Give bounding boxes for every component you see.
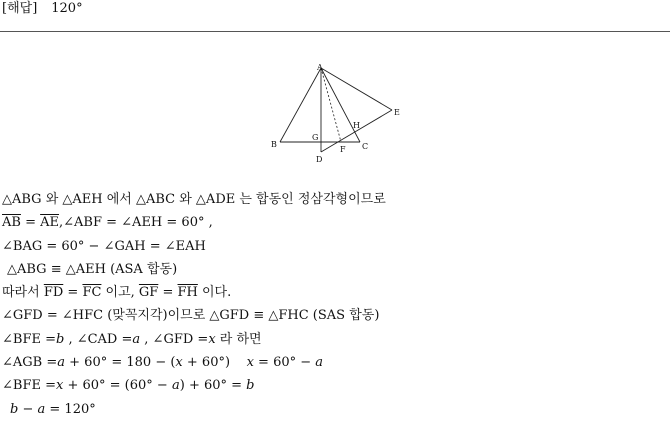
text: 이다.	[197, 285, 232, 301]
text: =	[20, 215, 41, 231]
solution-line-7	[2, 328, 662, 351]
text: ,∠ABF = ∠AEH = 60° ,	[59, 215, 213, 231]
var-x: x	[246, 355, 254, 371]
text: =	[158, 285, 178, 301]
text: ) + 60° =	[179, 378, 247, 394]
segment-gf-text: $\overline{GF}$	[138, 285, 159, 301]
var-x: x	[175, 355, 183, 371]
var-b: b	[10, 401, 19, 417]
segment-de	[321, 110, 392, 152]
var-a: a	[315, 355, 324, 371]
triangle-diagram	[268, 60, 408, 170]
geometry-figure	[268, 60, 408, 170]
text: −	[18, 401, 38, 417]
solution-line-4: △ABG ≡ △AEH (ASA 합동)	[7, 261, 178, 277]
segment-af-dashed	[321, 68, 341, 142]
segment-ab	[280, 68, 321, 142]
segment-fd-text: $\overline{FD}$	[43, 285, 64, 301]
segment-fc-text: $\overline{FC}$	[82, 285, 102, 301]
var-x: x	[55, 378, 64, 394]
segment-ae-text: $\overline{AE}$	[40, 215, 60, 231]
var-b: b	[246, 378, 255, 394]
divider	[0, 31, 670, 32]
text: 따라서	[2, 285, 44, 301]
segment-ab-text: $\overline{AB}$	[2, 215, 21, 231]
solution-body	[2, 188, 662, 421]
text: 라 하면	[215, 331, 262, 347]
var-b: b	[55, 331, 65, 347]
label-h: H	[353, 121, 360, 130]
text: + 60°)	[182, 355, 247, 371]
text: ∠BFE =	[2, 331, 56, 347]
text: , ∠CAD =	[64, 331, 133, 347]
var-a: a	[57, 355, 66, 371]
solution-line-8	[2, 351, 662, 374]
text: + 60° = 180 − (	[65, 355, 176, 371]
text: , ∠GFD =	[140, 331, 209, 347]
answer-header	[2, 0, 83, 17]
text: =	[63, 285, 83, 301]
var-x: x	[208, 331, 216, 347]
solution-line-6: ∠GFD = ∠HFC (맞꼭지각)이므로 △GFD ≡ △FHC (SAS 합동)	[2, 308, 380, 324]
answer-value: 120°	[51, 1, 83, 16]
solution-line-2	[2, 211, 662, 234]
text: = 120°	[45, 401, 96, 417]
var-a: a	[37, 401, 46, 417]
var-a: a	[132, 331, 141, 347]
solution-line-9	[2, 374, 662, 397]
text: + 60° = (60° −	[63, 378, 172, 394]
segment-fh-text: $\overline{FH}$	[177, 285, 198, 301]
solution-line-1: △ABG 와 △AEH 에서 △ABC 와 △ADE 는 합동인 정삼각형이므로	[2, 192, 386, 207]
answer-label: [해답]	[2, 1, 38, 16]
text: ∠BFE =	[2, 378, 56, 394]
label-a: A	[317, 63, 323, 72]
text: ∠AGB =	[2, 355, 58, 371]
text: = 60° −	[253, 355, 316, 371]
text: 이고,	[101, 285, 139, 301]
solution-line-3: ∠BAG = 60° − ∠GAH = ∠EAH	[2, 238, 206, 254]
var-a: a	[171, 378, 180, 394]
solution-line-5	[2, 281, 662, 304]
label-e: E	[394, 108, 400, 117]
solution-line-10	[2, 398, 662, 421]
label-c: C	[362, 142, 369, 151]
label-f: F	[340, 145, 346, 154]
label-g: G	[312, 133, 319, 142]
label-b: B	[271, 140, 277, 149]
label-d: D	[316, 155, 323, 164]
